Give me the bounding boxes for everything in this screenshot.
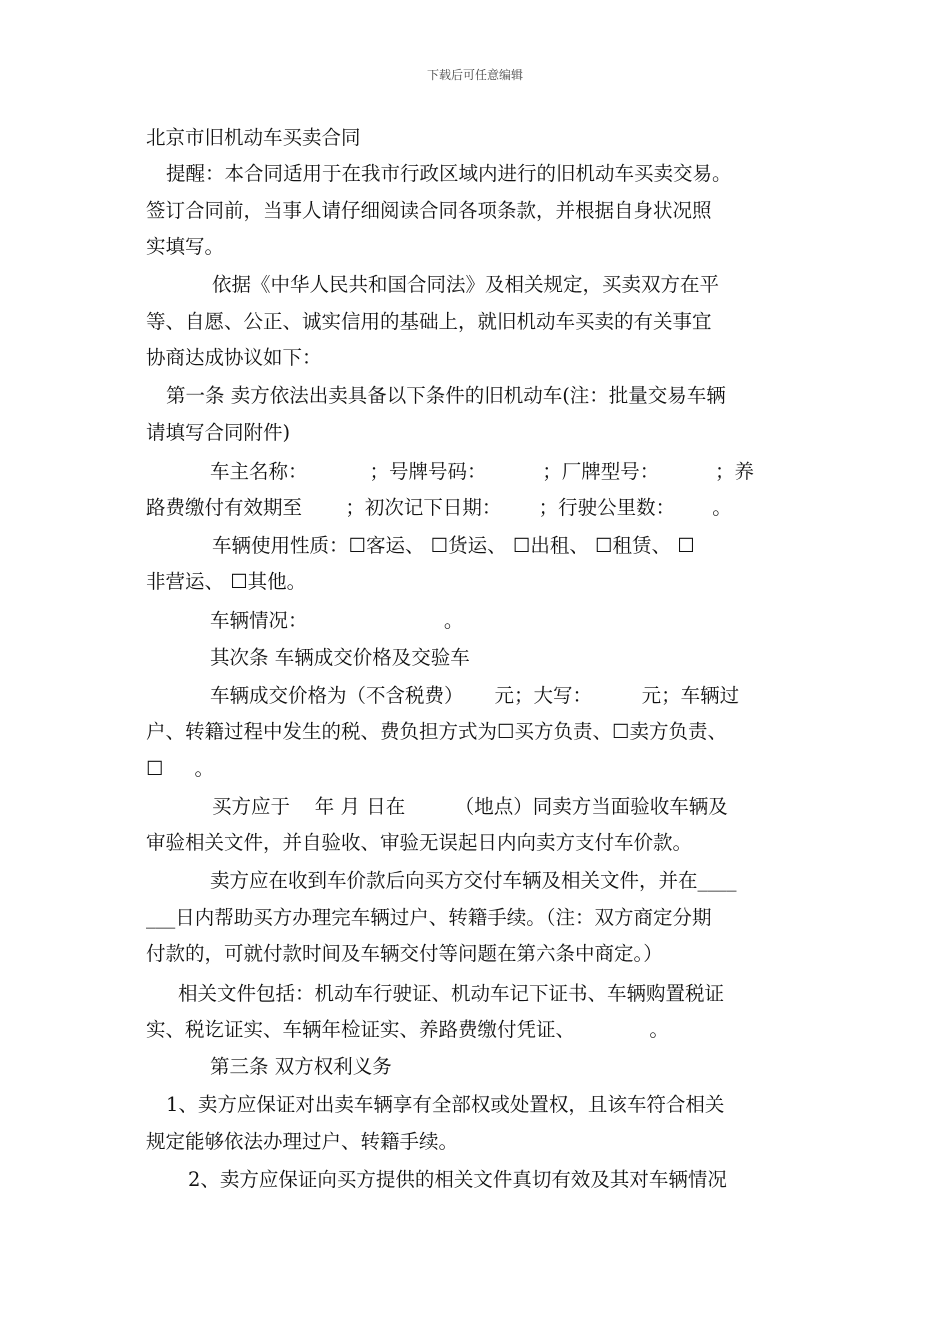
contract-text-line: 2、卖方应保证向买方提供的相关文件真切有效及其对车辆情况 [188, 1168, 727, 1191]
contract-text-line: 实、税讫证实、车辆年检证实、养路费缴付凭证、 。 [146, 1018, 669, 1041]
contract-text-line: 签订合同前，当事人请仔细阅读合同各项条款，并根据自身状况照 [146, 199, 712, 222]
contract-text-line: 依据《中华人民共和国合同法》及相关规定，买卖双方在平 [212, 273, 720, 296]
contract-text-line: 路费缴付有效期至 ；初次记下日期： ；行驶公里数： 。 [146, 496, 732, 519]
contract-text-line: 买方应于 年 月 日在 （地点）同卖方当面验收车辆及 [212, 795, 728, 818]
contract-text-line: 卖方应在收到车价款后向买方交付车辆及相关文件，并在____ [210, 869, 737, 892]
contract-text-line: ___日内帮助买方办理完车辆过户、转籍手续。（注：双方商定分期 [146, 906, 712, 929]
contract-text-line: 第一条 卖方依法出卖具备以下条件的旧机动车(注：批量交易车辆 [166, 384, 726, 407]
contract-text-line: 审验相关文件，并自验收、审验无误起日内向卖方支付车价款。 [146, 831, 693, 854]
page-header-note: 下载后可任意编辑 [426, 68, 523, 82]
contract-text-line: 提醒：本合同适用于在我市行政区域内进行的旧机动车买卖交易。 [166, 162, 732, 185]
contract-text-line: 户、转籍过程中发生的税、费负担方式为☐买方负责、☐卖方负责、 [146, 720, 727, 743]
contract-text-line: 1、卖方应保证对出卖车辆享有全部权或处置权，且该车符合相关 [166, 1093, 725, 1116]
contract-title: 北京市旧机动车买卖合同 [146, 126, 361, 149]
contract-text-line: 实填写。 [146, 235, 225, 258]
contract-text-line: 付款的，可就付款时间及车辆交付等问题在第六条中商定。） [146, 942, 663, 965]
contract-text-line: 车主名称： ；号牌号码： ；厂牌型号： ；养 [210, 460, 755, 483]
contract-text-line: 协商达成协议如下： [146, 346, 322, 369]
contract-text-line: 规定能够依法办理过户、转籍手续。 [146, 1130, 459, 1153]
contract-text-line: 其次条 车辆成交价格及交验车 [210, 646, 470, 669]
contract-text-line: 车辆使用性质：☐客运、 ☐货运、 ☐出租、 ☐租赁、 ☐ [212, 534, 695, 557]
contract-text-line: 等、自愿、公正、诚实信用的基础上，就旧机动车买卖的有关事宜 [146, 310, 712, 333]
contract-text-line: 车辆情况： 。 [210, 609, 464, 632]
contract-text-line: 请填写合同附件) [146, 421, 291, 444]
contract-text-line: 相关文件包括：机动车行驶证、机动车记下证书、车辆购置税证 [178, 982, 725, 1005]
contract-text-line: ☐ 。 [146, 757, 214, 780]
contract-text-line: 第三条 双方权利义务 [210, 1055, 392, 1078]
contract-text-line: 车辆成交价格为（不含税费） 元；大写： 元；车辆过 [210, 684, 740, 707]
contract-text-line: 非营运、 ☐其他。 [146, 570, 307, 593]
